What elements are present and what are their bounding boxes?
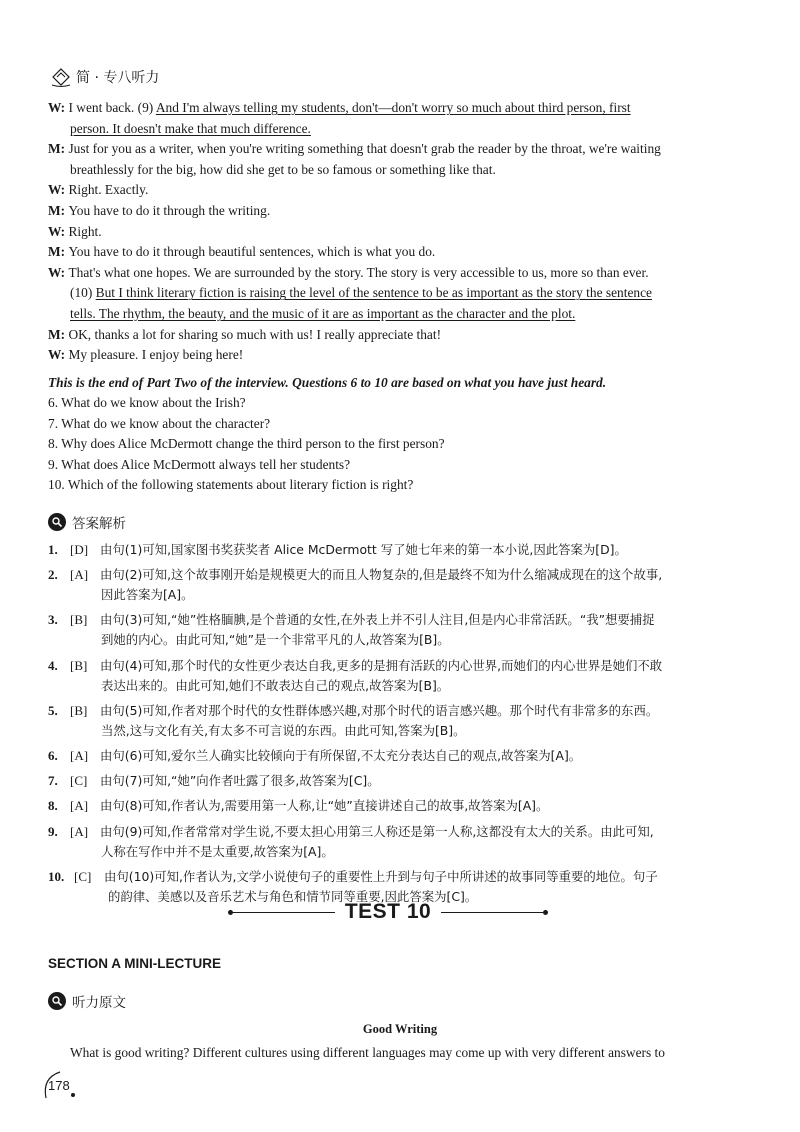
underlined-answer-text: But I think literary fiction is raising the level of the sentence to be as important as the story the sentence (95, 285, 652, 301)
underlined-answer-text: tells. The rhythm, the beauty, and the music of it are as important as the character and the plot. (70, 306, 576, 321)
dialogue-text: You have to do it through beautiful sentences, which is what you do. (68, 244, 436, 260)
answer-explanation: 由句(9)可知,作者常常对学生说,不要太担心用第三人称还是第一人称,这都没有太大的关系。由此可知, (100, 823, 654, 839)
answer-choice: [B] (70, 702, 88, 718)
transcript-label: 听力原文 (72, 995, 126, 1011)
lecture-first-line: What is good writing? Different cultures using different languages may come up with very different answers to (70, 1045, 665, 1060)
answer-explanation: 由句(8)可知,作者认为,需要用第一人称,让“她”直接讲述自己的故事,故答案为[A]。 (100, 798, 549, 814)
page-number-text: 178 (48, 1078, 70, 1093)
answer-item-continued (101, 721, 800, 741)
dialogue-line (48, 263, 748, 283)
answer-number: 5. (48, 702, 58, 718)
answer-explanation: 到她的内心。由此可知,“她”是一个非常平凡的人,故答案为[B]。 (101, 632, 450, 648)
lecture-title: Good Writing (362, 1022, 438, 1036)
dialogue-line (48, 180, 748, 200)
magnifier-icon (48, 992, 66, 1010)
answer-item-continued (101, 676, 800, 696)
dialogue-text: breathlessly for the big, how did she get to be so famous or something like that. (70, 161, 496, 177)
dialogue-line (48, 201, 748, 221)
dialogue-text: (10) (70, 285, 96, 301)
dialogue-text: That's what one hopes. We are surrounded by the story. The story is very accessible to us, more so than ever. (68, 264, 649, 280)
answer-item-continued (101, 585, 800, 605)
answer-item (48, 796, 748, 816)
question-item: 9. What does Alice McDermott always tell her students? (48, 456, 351, 472)
dialogue-line (48, 345, 748, 365)
speaker-label: W: (48, 347, 69, 363)
answer-item (48, 822, 748, 842)
answer-item-continued (101, 842, 800, 862)
underlined-answer-text: And I'm always telling my students, don't—don't worry so much about third person, first (155, 100, 631, 115)
dialogue-line (70, 304, 770, 324)
answer-number: 6. (48, 748, 58, 763)
answer-item (48, 771, 748, 791)
speaker-label: M: (48, 141, 69, 157)
answer-choice: [A] (70, 798, 89, 814)
answer-item (48, 565, 748, 585)
answer-number: 10. (48, 868, 65, 884)
dialogue-line (48, 98, 748, 118)
answer-item (48, 746, 748, 766)
answer-number: 7. (48, 773, 58, 789)
answer-choice: [B] (70, 612, 88, 628)
answer-explanation: 因此答案为[A]。 (101, 587, 194, 603)
answer-item (48, 867, 748, 887)
answer-explanation: 由句(10)可知,作者认为,文学小说使句子的重要性上升到与句子中所讲述的故事同等重要的地位。句子 (104, 868, 658, 884)
speaker-label: M: (48, 203, 69, 218)
answer-explanation: 由句(2)可知,这个故事刚开始是规模更大的而且人物复杂的,但是最终不知为什么缩减成现在的这个故事, (100, 567, 663, 583)
answer-item-continued (101, 630, 800, 650)
answer-item (48, 540, 748, 560)
dialogue-line (48, 222, 748, 242)
speaker-label: W: (48, 264, 69, 280)
dialogue-line (48, 242, 748, 262)
running-header (50, 66, 159, 88)
answer-explanation: 由句(3)可知,“她”性格腼腆,是个普通的女性,在外表上并不引人注目,但是内心非常活跃。“我”想要捕捉 (100, 612, 655, 628)
answer-number: 2. (48, 567, 58, 583)
answer-explanation: 人称在写作中并不是太重要,故答案为[A]。 (101, 843, 334, 859)
question-item: 6. What do we know about the Irish? (48, 395, 246, 410)
answer-explanation: 由句(6)可知,爱尔兰人确实比较倾向于有所保留,不太充分表达自己的观点,故答案为[A]。 (100, 748, 582, 763)
magnifier-icon (48, 513, 66, 531)
speaker-label: W: (48, 182, 69, 198)
dialogue-text: You have to do it through the writing. (68, 203, 271, 218)
answer-explanation: 的韵律、美感以及音乐艺术与角色和情节同等重要,因此答案为[C]。 (108, 888, 478, 904)
answer-choice: [A] (70, 748, 89, 763)
question-item: 8. Why does Alice McDermott change the third person to the first person? (48, 436, 445, 452)
answer-choice: [A] (70, 823, 89, 839)
answer-choice: [C] (74, 868, 92, 884)
speaker-label: W: (48, 100, 69, 115)
answer-number: 8. (48, 798, 58, 814)
section-a-heading: SECTION A MINI-LECTURE (48, 956, 221, 971)
dialogue-text: I went back. (9) (68, 100, 156, 115)
dialogue-text: My pleasure. I enjoy being here! (68, 347, 244, 363)
rule-left (233, 912, 335, 913)
answer-explanation: 表达出来的。由此可知,她们不敢表达自己的观点,故答案为[B]。 (101, 677, 450, 693)
answer-number: 1. (48, 542, 58, 557)
answer-choice: [C] (70, 773, 88, 789)
test-title: TEST 10 (344, 900, 432, 923)
dialogue-line (48, 325, 748, 345)
dialogue-text: OK, thanks a lot for sharing so much with us! I really appreciate that! (68, 326, 442, 342)
answer-explanation: 由句(4)可知,那个时代的女性更少表达自我,更多的是拥有活跃的内心世界,而她们的内心世界是她们不敢 (100, 657, 663, 673)
dialogue-text: Right. Exactly. (68, 182, 149, 198)
speaker-label: M: (48, 326, 69, 342)
part-two-instruction: This is the end of Part Two of the interview. Questions 6 to 10 are based on what you have just heard. (48, 375, 607, 390)
dialogue-text: Right. (68, 223, 102, 239)
answer-choice: [D] (70, 542, 89, 557)
header-title: 简 · 专八听力 (76, 70, 160, 86)
speaker-label: M: (48, 244, 69, 260)
speaker-label: W: (48, 223, 69, 239)
dialogue-line (48, 139, 748, 159)
book-logo-icon (50, 66, 72, 88)
rule-dot-right (543, 910, 548, 915)
answer-item (48, 656, 748, 676)
dialogue-line (70, 119, 770, 139)
answer-explanation: 由句(7)可知,“她”向作者吐露了很多,故答案为[C]。 (100, 773, 380, 789)
rule-right (441, 912, 543, 913)
answer-section-heading (48, 512, 126, 532)
transcript-heading (48, 991, 126, 1011)
answer-section-title: 答案解析 (72, 516, 126, 532)
dialogue-line (70, 160, 770, 180)
question-item: 7. What do we know about the character? (48, 415, 271, 431)
answer-choice: [A] (70, 567, 89, 583)
answer-choice: [B] (70, 657, 88, 673)
answer-explanation: 由句(1)可知,国家图书奖获奖者 Alice McDermott 写了她七年来的第一本小说,因此答案为[D]。 (100, 542, 627, 557)
answer-explanation: 由句(5)可知,作者对那个时代的女性群体感兴趣,对那个时代的语言感兴趣。那个时代有非常多的东西。 (100, 702, 659, 718)
underlined-answer-text: person. It doesn't make that much difference. (70, 120, 311, 136)
answer-number: 3. (48, 612, 58, 628)
dialogue-line (70, 283, 770, 303)
answer-number: 9. (48, 823, 58, 839)
answer-number: 4. (48, 657, 58, 673)
question-item: 10. Which of the following statements about literary fiction is right? (48, 477, 414, 493)
answer-explanation: 当然,这与文化有关,有太多不可言说的东西。由此可知,答案为[B]。 (101, 722, 466, 738)
page-number (40, 1068, 76, 1104)
dialogue-text: Just for you as a writer, when you're writing something that doesn't grab the reader by the throat, we're waiting (68, 141, 661, 157)
answer-item (48, 701, 748, 721)
answer-item (48, 610, 748, 630)
test-title-banner (228, 900, 548, 924)
